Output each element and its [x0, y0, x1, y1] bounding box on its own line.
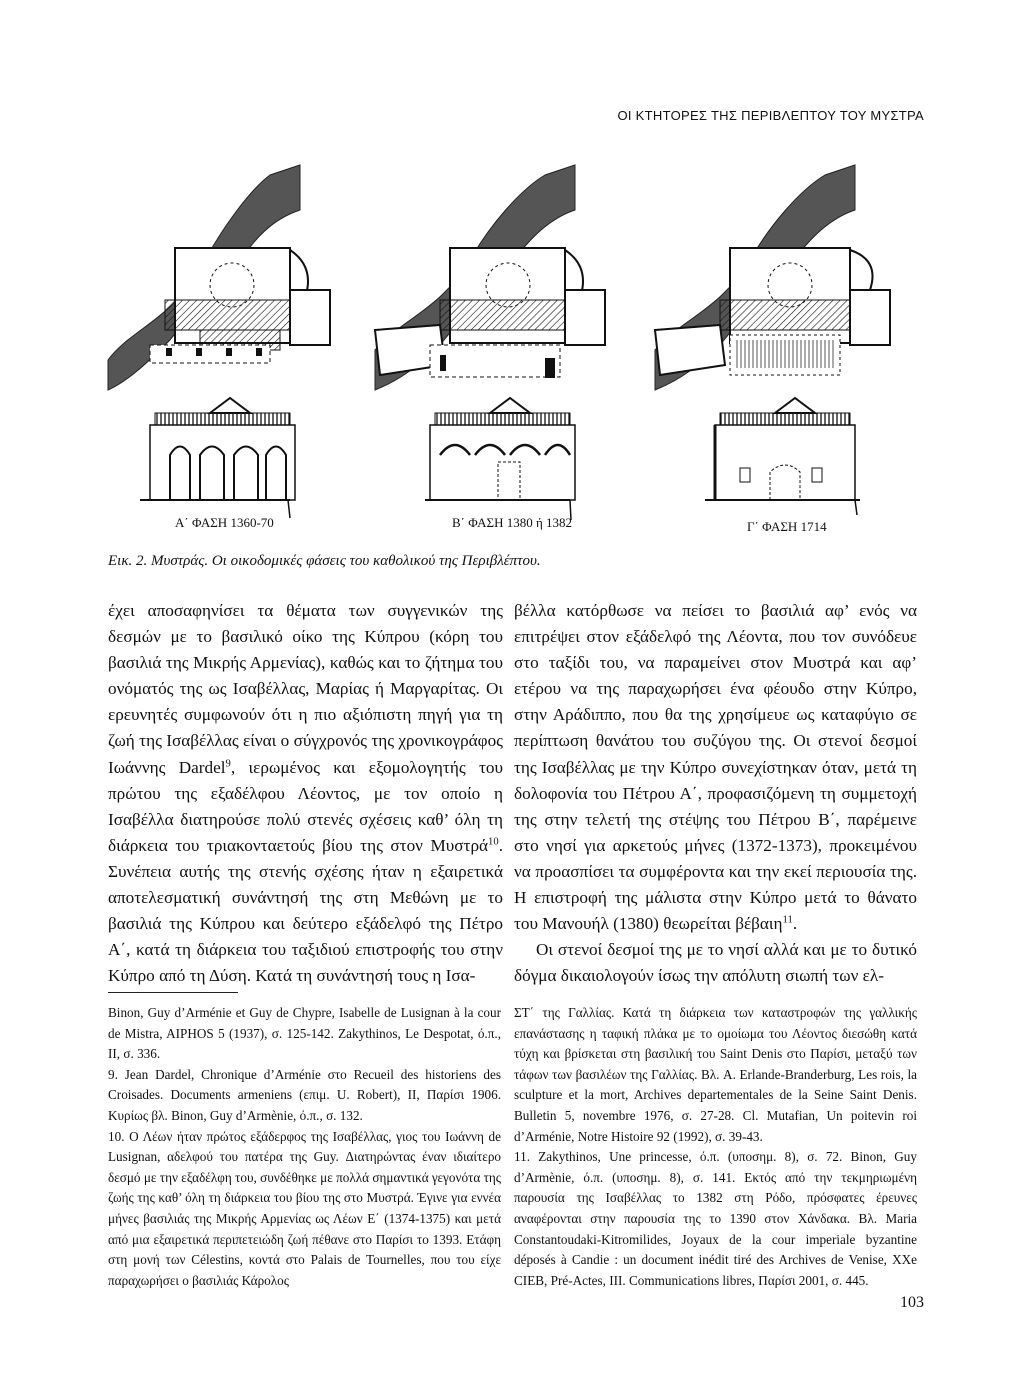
plan-phase-b [375, 165, 605, 390]
architectural-drawings [0, 150, 1024, 570]
figure-caption: Εικ. 2. Μυστράς. Οι οικοδομικές φάσεις του καθολικού της Περιβλέπτου. [108, 553, 541, 569]
page-number: 103 [900, 1294, 924, 1311]
running-header: ΟΙ ΚΤΗΤΟΡΕΣ ΤΗΣ ΠΕΡΙΒΛΕΠΤΟΥ ΤΟΥ ΜΥΣΤΡΑ [617, 108, 924, 123]
footnotes-left [108, 1003, 501, 1291]
footnote-ref-11: 11 [782, 914, 793, 926]
footnote: 9. Jean Dardel, Chronique d’Arménie στο Recueil des historiens des Croisades. Documents armeniens (επιμ. U. Robert), II, Παρίσι 1906. Κυρίως βλ. Binon, Guy d’Armènie, ό.π., σ. 132. [108, 1066, 501, 1123]
paragraph: έχει αποσαφηνίσει τα θέματα των συγγενικών της δεσμών με το βασιλικό οίκο της Κύπρου (κόρη του βασιλιά της Μικρής Αρμενίας), καθώς και το ζήτημα του ονόματός της ως Ισαβέλλας, Μαρίας ή Μαργαρίτας. Οι ερευνητές συμφωνούν ότι η πιο αξιόπιστη πηγή για τη ζωή της Ισαβέλλας είναι ο σύγχρονός της χρονικογράφος Ιωάννης Dardel$^9$, ιερωμένος και εξομολογητής του πρώτου της εξαδέλφου Λέοντος, με τον οποίο η Ισαβέλλα διατηρούσε πολύ στενές σχέσεις καθ’ όλη τη διάρκεια του τριακονταετούς βίου της στον Μυστρά$^{10}$. Συνέπεια αυτής της στενής σχέσης ήταν η εξαιρετικά αποτελεσματική συνάντησή της στη Μεθώνη με το βασιλιά της Κύπρου και δεύτερο εξάδελφό της Πέτρο Α΄, κατά τη διάρκεια του ταξιδιού επιστροφής του στην Κύπρο από τη Δύση. Κατά τη συνάντησή τους η Ισα- [108, 601, 504, 986]
footnote: 11. Zakythinos, Une princesse, ό.π. (υποσημ. 8), σ. 72. Binon, Guy d’Armènie, ό.π. (υποσημ. 8), σ. 141. Εκτός από την τεκμηριωμένη παρουσία της Ισαβέλλας το 1382 στη Ρόδο, πρόσφατες έρευνες αναφέρονται στην παρουσία της το 1390 στον Χάνδακα. Βλ. Maria Constantoudaki-Kitromilides, Joyaux de la cour imperiale byzantine déposés à Candie : un document inédit tiré des Archives de Venise, XXe CIEB, Pré-Actes, III. Communications libres, Παρίσι 2001, σ. 445. [514, 1149, 917, 1288]
footnote: 10. Ο Λέων ήταν πρώτος εξάδερφος της Ισαβέλλας, γιος του Ιωάννη de Lusignan, αδελφού του πατέρα της Guy. Διατηρώντας έναν ιδιαίτερο δεσμό με την εξαδέλφη του, συνδέθηκε με πολλά σημαντικά γεγονότα της ζωής της καθ’ όλη τη διάρκεια του βίου της στο Μυστρά. Έγινε για εννέα μήνες βασιλιάς της Μικρής Αρμενίας ως Λέων Ε΄ (1374-1375) και μετά από μια εξαιρετικά περιπετειώδη ζωή πέθανε στο Παρίσι το 1393. Ετάφη στη μονή των Célestins, κοντά στο Palais de Tournelles, που του είχε παραχωρήσει ο βασιλιάς Κάρολος [108, 1128, 501, 1288]
footnote-divider [108, 992, 238, 993]
body-column-left [108, 598, 503, 989]
footnote: Binon, Guy d’Arménie et Guy de Chypre, Isabelle de Lusignan à la cour de Mistra, AIPHOS 5 (1937), σ. 125-142. Zakythinos, Le Despotat, ό.π., II, σ. 336. [108, 1005, 501, 1062]
elevation-phase-b [425, 398, 575, 520]
phase-label-b: Β΄ ΦΑΣΗ 1380 ή 1382 [452, 515, 573, 530]
plan-phase-a [108, 165, 330, 390]
footnotes-right [514, 1003, 917, 1291]
phase-label-c: Γ΄ ΦΑΣΗ 1714 [747, 519, 827, 534]
paragraph: βέλλα κατόρθωσε να πείσει το βασιλιά αφ’ ενός να επιτρέψει στον εξάδελφό της Λέοντα, που τον συνόδευε στο ταξίδι του, να παραμείνει στον Μυστρά και αφ’ ετέρου να της παραχωρήσει ένα φέουδο στην Κύπρο, στην Αράδιππο, που θα της χρησίμευε ως καταφύγιο σε περίπτωση θανάτου του συζύγου της. Οι στενοί δεσμοί της Ισαβέλλας με την Κύπρο συνεχίστηκαν όταν, μετά τη δολοφονία του Πέτρου Α΄, προφασιζόμενη τη συμμετοχή της στην τελετή της στέψης του Πέτρου Β΄, παρέμεινε στο νησί για αρκετούς μήνες (1372-1373), προκειμένου να προασπίσει τα συμφέροντα και την εκεί περιουσία της. Η επιστροφή της μάλιστα στην Κύπρο μετά το θάνατο του Μανουήλ (1380) θεωρείται βέβαιη$^{11}$. [514, 601, 917, 934]
plan-phase-c [655, 165, 890, 390]
paragraph: Οι στενοί δεσμοί της με το νησί αλλά και με το δυτικό δόγμα δικαιολογούν ίσως την απόλυτη σιωπή των ελ- [514, 940, 917, 986]
footnote-ref-9: 9 [225, 757, 231, 769]
body-column-right [514, 598, 917, 989]
elevation-phase-a [140, 398, 295, 518]
phase-label-a: Α΄ ΦΑΣΗ 1360-70 [175, 515, 274, 530]
elevation-phase-c [705, 398, 860, 515]
footnote-ref-10: 10 [488, 836, 499, 848]
figure-building-phases [0, 150, 1024, 570]
footnote: ΣΤ΄ της Γαλλίας. Κατά τη διάρκεια των καταστροφών της γαλλικής επανάστασης η ταφική πλάκα με το ομοίωμα του Λέοντος διεσώθη κατά τύχη και βρίσκεται στη βασιλική του Saint Denis στο Παρίσι, μεταξύ των τάφων των βασιλέων της Γαλλίας. Βλ. A. Erlande-Branderburg, Les rois, la sculpture et la mort, Archives departementales de la Seine Saint Denis. Bulletin 5, novembre 1976, σ. 27-28. Cl. Mutafian, Un poitevin roi d’Arménie, Notre Histoire 92 (1992), σ. 39-43. [514, 1005, 917, 1144]
